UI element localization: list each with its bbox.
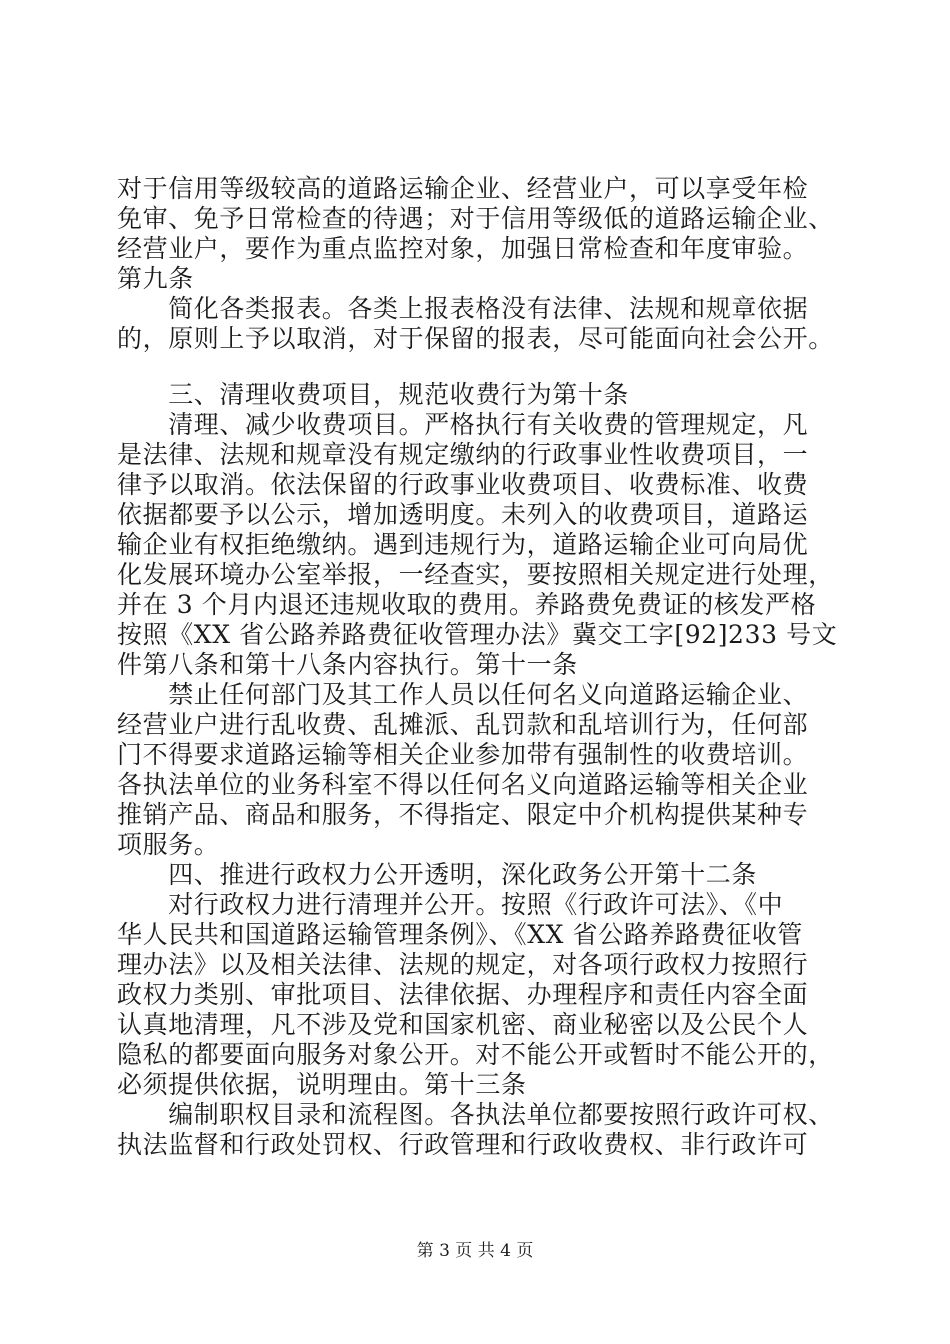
text-line: 的，原则上予以取消，对于保留的报表，尽可能面向社会公开。: [117, 324, 834, 353]
text-line: 华人民共和国道路运输管理条例》、《XX 省公路养路费征收管: [117, 920, 803, 949]
text-line: 隐私的都要面向服务对象公开。对不能公开或暂时不能公开的，: [117, 1040, 834, 1069]
text-line: 项服务。: [117, 830, 220, 859]
paragraph-gap: [117, 354, 837, 380]
text-line: 对行政权力进行清理并公开。按照《行政许可法》、《中: [117, 890, 784, 919]
text-line: 律予以取消。依法保留的行政事业收费项目、收费标准、收费: [117, 470, 809, 499]
text-line: 政权力类别、审批项目、法律依据、办理程序和责任内容全面: [117, 980, 809, 1009]
text-line: 对于信用等级较高的道路运输企业、经营业户，可以享受年检: [117, 174, 809, 203]
text-line: 理办法》以及相关法律、法规的规定，对各项行政权力按照行: [117, 950, 809, 979]
text-line: 认真地清理，凡不涉及党和国家机密、商业秘密以及公民个人: [117, 1010, 809, 1039]
text-line: 第九条: [117, 264, 194, 293]
text-line: 简化各类报表。各类上报表格没有法律、法规和规章依据: [117, 294, 809, 323]
document-body: [117, 174, 837, 1160]
text-line: 化发展环境办公室举报，一经查实，要按照相关规定进行处理，: [117, 560, 834, 589]
text-line: 输企业有权拒绝缴纳。遇到违规行为，道路运输企业可向局优: [117, 530, 809, 559]
text-line: 是法律、法规和规章没有规定缴纳的行政事业性收费项目，一: [117, 440, 809, 469]
text-line: 免审、免予日常检查的待遇；对于信用等级低的道路运输企业、: [117, 204, 834, 233]
text-line: 经营业户，要作为重点监控对象，加强日常检查和年度审验。: [117, 234, 809, 263]
text-line: 必须提供依据，说明理由。第十三条: [117, 1070, 527, 1099]
text-line: 执法监督和行政处罚权、行政管理和行政收费权、非行政许可: [117, 1130, 809, 1159]
text-line: 依据都要予以公示，增加透明度。未列入的收费项目，道路运: [117, 500, 809, 529]
text-line: 件第八条和第十八条内容执行。第十一条: [117, 650, 578, 679]
section-heading: 四、推进行政权力公开透明，深化政务公开第十二条: [117, 860, 758, 889]
text-line: 经营业户进行乱收费、乱摊派、乱罚款和乱培训行为，任何部: [117, 710, 809, 739]
text-line: 推销产品、商品和服务，不得指定、限定中介机构提供某种专: [117, 800, 809, 829]
section-heading: 三、清理收费项目，规范收费行为第十条: [117, 380, 630, 409]
text-line: 编制职权目录和流程图。各执法单位都要按照行政许可权、: [117, 1100, 834, 1129]
text-line: 门不得要求道路运输等相关企业参加带有强制性的收费培训。: [117, 740, 809, 769]
text-line: 并在 3 个月内退还违规收取的费用。养路费免费证的核发严格: [117, 590, 817, 619]
text-line: 禁止任何部门及其工作人员以任何名义向道路运输企业、: [117, 680, 809, 709]
page-number-footer: 第 3 页 共 4 页: [416, 1241, 534, 1261]
text-line: 清理、减少收费项目。严格执行有关收费的管理规定，凡: [117, 410, 809, 439]
text-line: 各执法单位的业务科室不得以任何名义向道路运输等相关企业: [117, 770, 809, 799]
text-line: 按照《XX 省公路养路费征收管理办法》冀交工字[92]233 号文: [117, 620, 838, 649]
